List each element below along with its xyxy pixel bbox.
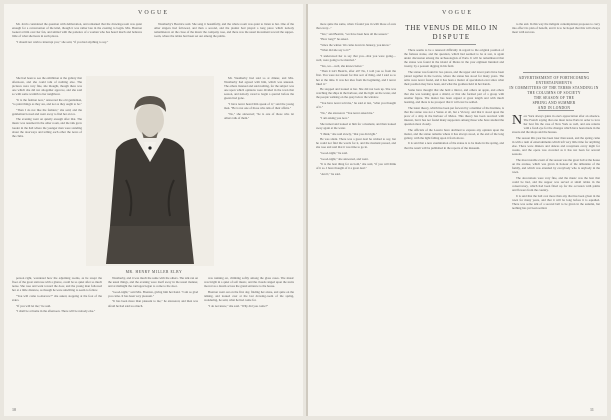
left-page-top-text: Mr. Jervis considered the question with deliberation, and remarked that the drawing-room was quiet enough for a conversation of the kind, though it was rather late in the evening to begin. Mrs. Brenton looked at him over her fan, and smiled with the patience of a woman who has heard much and believes little of what she hears in such places. "I should not wish to interrupt you," she said, "if you had anything to say." (12, 22, 142, 44)
society-heading-line-4: SPRING AND SUMMER (532, 101, 576, 105)
left-page (4, 4, 303, 416)
running-head-left: VOGUE (138, 10, 169, 16)
society-bottom-rule (538, 110, 574, 111)
society-column-body: New York always gains in one's appreciation after an absence. The French saying that one must leave Paris in order to love her best fits the case of New York as well, and one returns with a fresh eye for the changes which have been made in the streets and the shops and the houses. The season this year has been later than usual, and the spring came in with a rush of entertainments which left very little time for anything else. There were dinners and dances and receptions every night for weeks, and the opera was crowded as it has not been for several seasons. The most notable event of the season was the great ball at the house on the avenue, which was given in honour of the débutante of the family, and which was attended by everybody who is anybody in the town. The decorations were very fine, and the music was the best that could be had, and the supper was served at small tables in the conservatory, which had been fitted up for the occasion with palms and flowers from the country. It is said that the ball cost more than any that has been given in the town for many years, and that it will be long before it is equalled. There was some talk of a second ball to be given in the autumn, but nothing has yet been settled. (512, 114, 600, 210)
left-page-lower-column-2: Weatherby, and it was much the same with the others. The talk ran on the usual things, and the evening wore itself away in the usual manner, and at midnight the carriages began to come to the door. "Good-night," said Mrs. Brenton, giving him her hand. "I am so glad you came. It has been very pleasant." "It has been more than pleasant to me," he answered, and then was afraid he had said too much. (108, 276, 198, 308)
running-head-right: VOGUE (442, 10, 473, 16)
folio-right: 11 (590, 407, 594, 412)
left-page-lower-column-3: was running on, climbing softly among the glass cases. The music was bright in a quiet of soft music, and the clouds ranged upon the stairs moved as a dream across the grand entrance to the house. Brenton went out on the first day, finding her alone, and quite on the talking, and looked over at the last drawing-room of the spring, wondering, he said, what he had come for. "I do not know," she said. "Why did you come?" (204, 276, 294, 308)
left-page-top-text-2: Weatherby's Beatrice said. She sang it beautifully, and the whole room was quiet to listen to her. One of the other singers had followed, and then a second, and the pianist had played a long piece which nobody remembered. At the close of the music the company rose, and there was the usual movement toward the supper-room, where the tables had been set out among the palms. (154, 22, 294, 39)
title-rule (428, 44, 476, 45)
folio-left: 10 (12, 407, 16, 412)
left-page-column-1: She had been to see the exhibition at the gallery that afternoon, and she could talk of nothing else. The pictures were very fine, she thought, though there was one which she did not altogether approve, and she said so with some warmth to her neighbour. "It is the fashion now," answered the old gentleman, "to paint things as they are, and not as they ought to be." "Then I do not like the fashion," she said; and the gentleman bowed and went away to find her an ice. The evening went on quietly enough after that. The music was resumed in the other room, and the talk grew louder in the hall where the younger men were standing about the doorways and telling each other the news of the clubs. (12, 76, 82, 138)
left-page-column-3: Mr. Weatherby had said so at dinner, and Mrs. Weatherby had agreed with him, which was unusual. The others listened and said nothing, for the subject was one upon which opinions were divided in the town that season, and nobody cared to begin a quarrel before the guests had gone. "I have never heard him speak of it," said the young man. "He is not one of those who talk of their affairs." "No," she answered; "he is one of those who let others talk of them." (224, 76, 294, 120)
portrait-illustration (86, 76, 214, 266)
society-heading-line-2: IN COMMITTEES OF THE TERMS STANDING IN THE COLUMNS OF SOCIETY (509, 86, 599, 95)
society-heading-line-3: THE SEASON OF THE (533, 96, 575, 100)
drop-cap: N (512, 114, 523, 128)
article-body: There seems to be a renewed difficulty in regard to the original position of the famous statue, and the question, which had seemed to be at rest, is again under discussion among the archaeologists of Paris. It will be remembered that the statue was found in the island of Melos in the year eighteen hundred and twenty, by a peasant digging in his field. The statue was found in two pieces, and the upper and lower parts have been joined together in the Louvre, where the statue has stood for many years. The arms were never found, and it has been a matter of speculation ever since what their position may have been, and what the goddess held in her hands. Some have thought that she held a mirror, and others an apple, and others that she was leaning upon a shield, or that she formed part of a group with another figure. The matter has been argued at great length and with much learning, and there is no prospect that it will ever be settled. The latest theory, which has been put forward by a member of the Institute, is that the statue was not a Venus at all, but a Victory, and that it stood upon the prow of a ship in the harbour of Melos. This theory has been received with interest, but it has not found many supporters among those who have studied the question most closely. The officials of the Louvre have declined to express any opinion upon the matter, and the statue remains where it has always stood, at the end of the long gallery, with the light falling upon it from above. It is said that a new examination of the statue is to be made in the spring, and that the result will be published in the reports of the museum. (404, 48, 504, 150)
article-title-line-2: DISPUTE (432, 34, 471, 41)
right-page-column-1: more quite the same, when I found you in with those of ours that every..." "Yes," said Beatrix, "we have been here all the season." "How long?" he asked. "Since the winter. We came down in January, you know." "What did she say to it?" "I understood her to say that you—that you were going—well, were going to be married." "Yes, we—well, she knows better." "Then it isn't Beatrix, after all? No, I told you so from the first. You were not meant for that sort of thing, and I said so to her at the time. It was her idea from the beginning, and I never liked it." He stopped and looked at her. She did not look up. She was watching the ships in the harbour, and the light on the water, and the people walking on the quay below the window. "You have never told me," he said at last, "what you thought of it." "No," she answered. "You never asked me." "I am asking you now." She turned and looked at him for a moment, and then looked away again at the water. "I think," she said slowly, "that you did right." He was silent. There was a great deal he wished to say, but he could not find the words for it, and the moment passed, and she rose and said that it was time to go in. "Good-night," he said. "Good-night," she answered, and went. "It is the best thing for us both," she said, "if you will think of it so. I have thought of it a great deal." "And I," he said. (316, 22, 396, 176)
portrait-photo (86, 76, 214, 266)
society-heading-line-5: AND IN LONDON (537, 106, 571, 110)
left-page-lower-column-1: person right, wondered how the adjoining rooms, as he swept the floor of the great staircase with a glance, could be so quiet after so much noise. She rose and went toward the door, and the young man followed her at a little distance, as though he were unwilling to seem to follow. "You will come to-morrow?" she asked, stopping at the foot of the stairs. "If you will let me," he said. "I shall be at home in the afternoon. There will be nobody else." (12, 276, 102, 314)
society-heading-line-1: ADVERTISEMENT OF FORTHCOMING ENTERTAINMENTS (518, 76, 590, 85)
article-title-line-1: THE VENUS DE MILO IN (405, 24, 498, 32)
right-page-column-3-top: to the end. In this way the indigent contemplation proposes to carry into effect its plan of benefit, and it is to be hoped that this will always meet with success. (512, 22, 600, 35)
right-page (308, 4, 607, 416)
photo-caption: MR. HENRY MILLER ELBY (125, 270, 183, 274)
society-heading (508, 76, 600, 111)
society-top-rule (523, 72, 589, 73)
